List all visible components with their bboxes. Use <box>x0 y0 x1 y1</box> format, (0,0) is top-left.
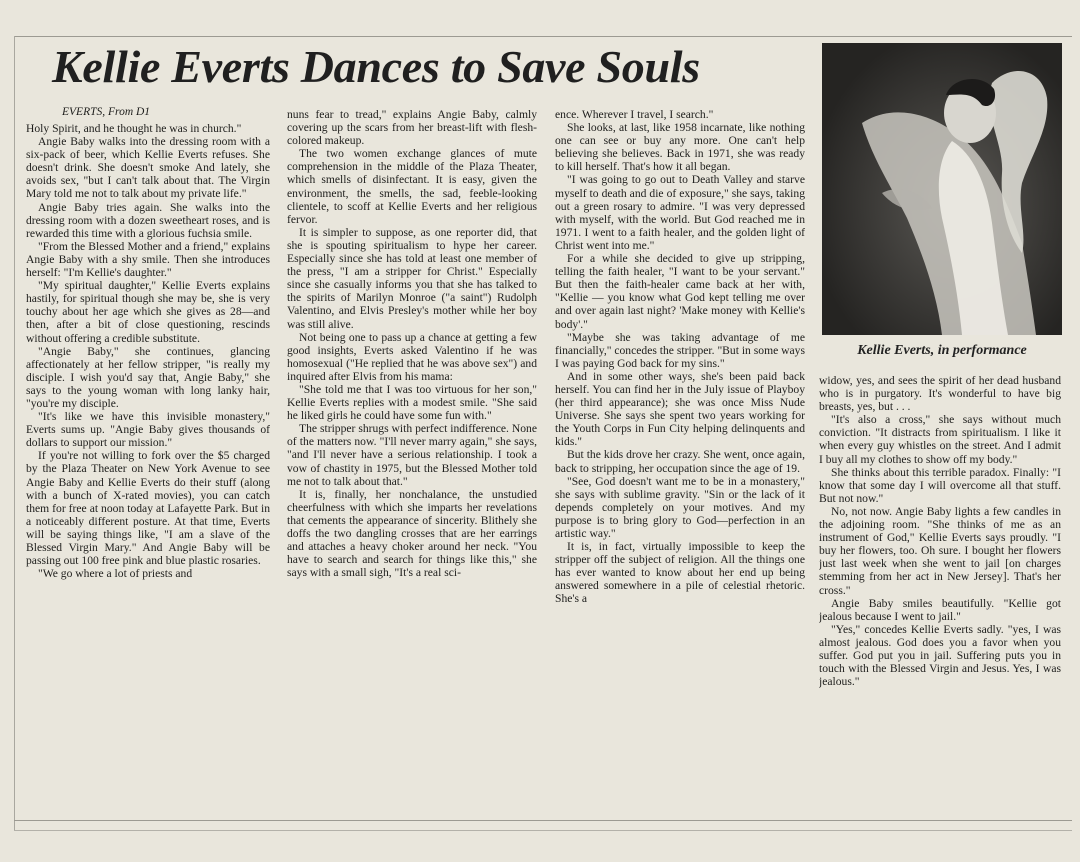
paragraph: It is, in fact, virtually impossible to keep the stripper off the subject of religion. All the things one has ever wanted to know about her end up being answered somewhere in a pile of celestial rhetoric. She's a <box>555 540 805 606</box>
jump-line: EVERTS, From D1 <box>62 106 151 118</box>
performance-photo <box>822 43 1062 335</box>
paragraph: The two women exchange glances of mute comprehension in the middle of the Plaza Theater, which smells of disinfectant. It is easy, given the environment, the smells, the sad, feeble-looking clientele, to scoff at Kellie Everts and her religious fervor. <box>287 147 537 226</box>
paragraph: "We go where a lot of priests and <box>38 567 193 581</box>
paragraph: "Maybe she was taking advantage of me financially," concedes the stripper. "But in some ways I was paying God back for my sins." <box>555 330 805 370</box>
paragraph: The stripper shrugs with perfect indifference. None of the matters now. "I'll never marry again," she says, "and I'll never have a serious relationship. I took a vow of chastity in 1975, but the Blessed Mother told me not to talk about that." <box>287 422 537 488</box>
left-rule <box>14 36 15 830</box>
dancer-figure-image <box>822 43 1062 335</box>
paragraph: Not being one to pass up a chance at getting a few good insights, Everts asked Valentino if he was homosexual ("He replied that he was above sex") and inquired after Elvis from his mama: <box>287 330 537 383</box>
article-column-2 <box>287 108 537 814</box>
paragraph: Angie Baby walks into the dressing room with a six-pack of beer, which Kellie Everts refuses. She doesn't drink. She doesn't smoke And lately, she avoids sex, "but I can't talk about that. The Virgin Mary told me not to talk about my private life." <box>26 135 270 201</box>
headline: Kellie Everts Dances to Save Souls <box>52 41 700 92</box>
paragraph: "See, God doesn't want me to be in a monastery," she says with sublime gravity. "Sin or the lack of it depends completely on your motives. And my purpose is to bring glory to God—perfection in an artistic way." <box>555 474 805 540</box>
paragraph: And in some other ways, she's been paid back herself. You can find her in the July issue of Playboy (her third appearance); she was once Miss Nude Universe. She says she spent two years working for the Youth Corps in Fun City helping delinquents and kids." <box>555 369 805 449</box>
paragraph: "It's also a cross," she says without much conviction. "It distracts from spiritualism. I like it when every guy whistles on the street. And I admit I buy all my clothes to show off my body." <box>819 413 1061 466</box>
paragraph: "From the Blessed Mother and a friend," explains Angie Baby with a shy smile. Then she introduces herself: "I'm Kellie's daughter." <box>26 239 270 280</box>
paragraph: She thinks about this terrible paradox. Finally: "I know that some day I will overcome all that stuff. But not now." <box>819 465 1061 505</box>
paragraph: "My spiritual daughter," Kellie Everts explains hastily, for spiritual though she may be, she is very touchy about her age which she gives as 28—and then, after a bit of close questioning, rescinds without offering a credible substitute. <box>26 279 270 345</box>
article-column-1 <box>26 106 270 814</box>
paragraph: "Yes," concedes Kellie Everts sadly. "yes, I was almost jealous. God does you a favor when you suffer. God put you in jail. Suffering puts you in touch with the Blessed Virgin and Jesus. Yes, I was jealous." <box>819 622 1061 689</box>
paragraph: No, not now. Angie Baby lights a few candles in the adjoining room. "She thinks of me as an instrument of God," Kellie Everts says proudly. "I buy her flowers, too. Oh sure. I bought her flowers just last week when she went to jail [on charges stemming from her act in New Jersey]. That's her cross." <box>819 504 1061 597</box>
paragraph: "It's like we have this invisible monastery," Everts sums up. "Angie Baby gives thousands of dollars to support our mission." <box>26 410 270 450</box>
paragraph: Angie Baby smiles beautifully. "Kellie got jealous because I went to jail." <box>819 596 1061 623</box>
paragraph: "I was going to go out to Death Valley and starve myself to death and die of exposure," she says, taking out a green rosary to admire. "I was very depressed with myself, with the world. But God reached me in 1971. I went to a faith healer, and the golden light of Christ went into me." <box>555 173 805 252</box>
paragraph: She looks, at last, like 1958 incarnate, like nothing one can see or buy any more. One can't help believing she believes. Back in 1971, she was ready to kill herself. That's how it all began. <box>555 121 805 174</box>
paragraph: nuns fear to tread," explains Angie Baby, calmly covering up the scars from her breast-lift with flesh-colored makeup. <box>287 108 537 148</box>
article-column-4 <box>819 374 1061 814</box>
paragraph: Holy Spirit, and he thought he was in church." <box>26 122 242 135</box>
photo-caption: Kellie Everts, in performance <box>857 343 1027 358</box>
paragraph: Angie Baby tries again. She walks into the dressing room with a dozen sweetheart roses, and is rewarded this time with a glorious fuchsia smile. <box>26 200 270 240</box>
paragraph: If you're not willing to fork over the $5 charged by the Plaza Theater on New York Avenue to see Angie Baby and Kellie Everts do their stuff (along with a bunch of X-rated movies), you can catch them for free at noon today at Lafayette Park. But in a noticeably different posture. At that time, Everts will be saying things like, "I am a slave of the Blessed Virgin Mary." And Angie Baby will be passing out 100 free pink and blue plastic rosaries. <box>26 449 270 568</box>
bottom-rule <box>14 820 1072 821</box>
paragraph: "Angie Baby," she continues, glancing affectionately at her fellow stripper, "is really my disciple. I wish you'd say that, Angie Baby," she says to the young woman with long lanky hair, "you're my disciple. <box>26 344 270 410</box>
paragraph: It is, finally, her nonchalance, the unstudied cheerfulness with which she imparts her revelations that cements the appearance of sincerity. Blithely she doffs the two dangling crosses that are her earrings and attaches a heavy choker around her neck. "You have to search and search for things like this," she says with a small sigh, "It's a real sci- <box>287 487 537 580</box>
paragraph: But the kids drove her crazy. She went, once again, back to stripping, her occupation since the age of 19. <box>555 448 805 475</box>
bottom-rule-secondary <box>14 830 1072 831</box>
article-column-3 <box>555 108 805 814</box>
paragraph: It is simpler to suppose, as one reporter did, that she is spouting spiritualism to hype her career. Especially since she has told at least one member of the press, "I am a stripper for Christ." Especially since she casually informs you that she has talked to the spirits of Marilyn Monroe ("a saint") Rudolph Valentino, and Elvis Presley's mother while her boy was still alive. <box>287 225 537 331</box>
paragraph: widow, yes, and sees the spirit of her dead husband who is in purgatory. It's wonderful to have big breasts, yes, but . . . <box>819 374 1061 414</box>
paragraph: For a while she decided to give up stripping, telling the faith healer, "I want to be your servant." But then the faith-healer came back at her with, "Kellie — you know what God kept telling me over and over again last night? 'Make money with Kellie's body'." <box>555 252 805 331</box>
paragraph: "She told me that I was too virtuous for her son," Kellie Everts replies with a modest smile. "She said he liked girls he could have some fun with." <box>287 382 537 423</box>
paragraph: ence. Wherever I travel, I search." <box>555 108 714 121</box>
